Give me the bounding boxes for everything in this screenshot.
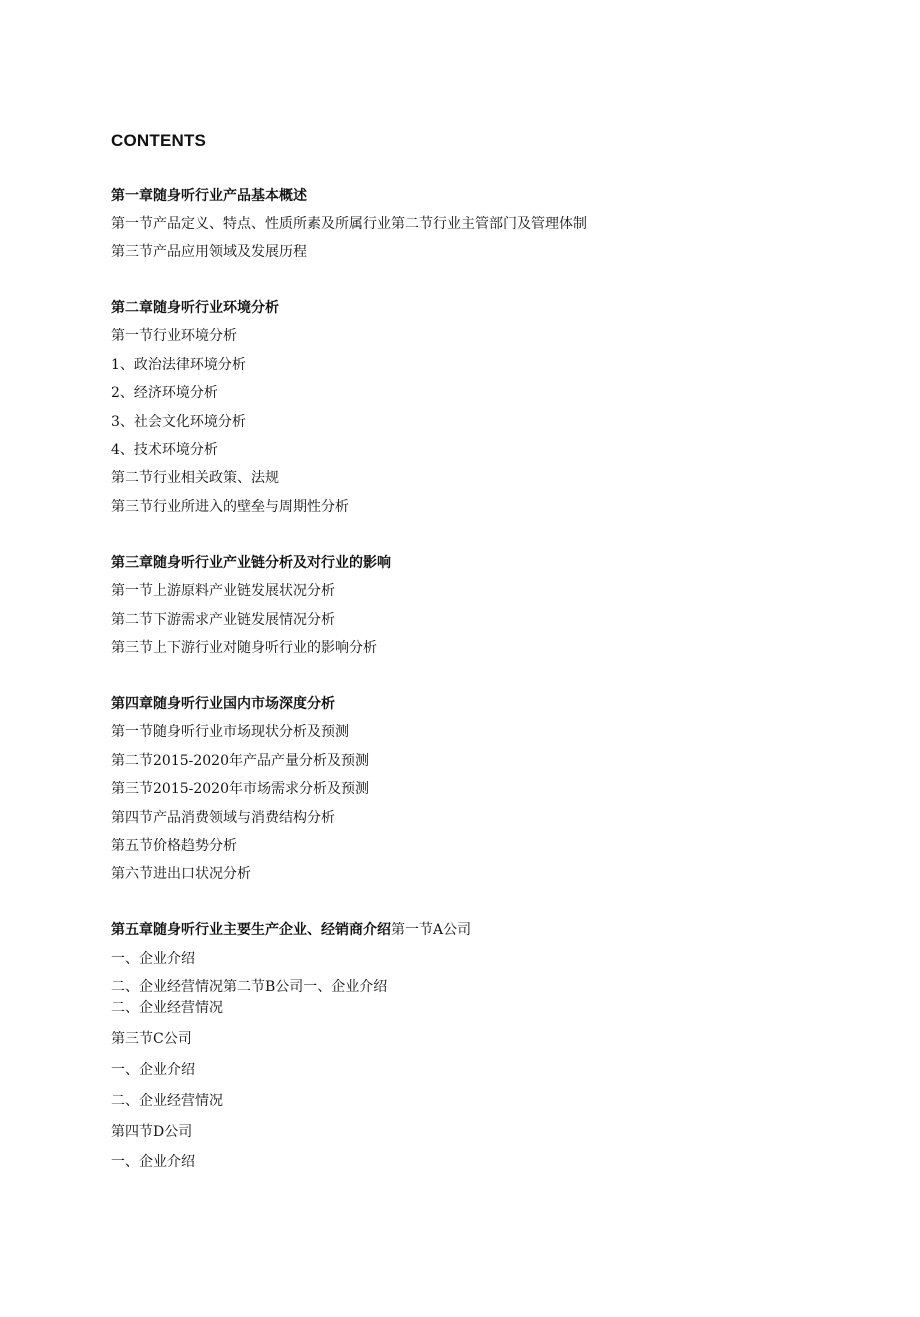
toc-entry: 二、企业经营情况 [111, 1093, 223, 1109]
toc-entry: 二、企业经营情况 [111, 1000, 223, 1016]
toc-entry: 第五节价格趋势分析 [111, 838, 237, 854]
contents-title: CONTENTS [111, 131, 207, 150]
toc-entry: 第四节产品消费领域与消费结构分析 [111, 810, 335, 826]
toc-entry: 3、社会文化环境分析 [111, 414, 246, 430]
chapter-heading: 第一章随身听行业产品基本概述 [111, 188, 307, 204]
toc-entry: 二、企业经营情况第二节B公司一、企业介绍 [111, 979, 388, 995]
toc-entry: 第三节行业所进入的壁垒与周期性分析 [111, 499, 349, 515]
chapter-heading: 第四章随身听行业国内市场深度分析 [111, 696, 335, 712]
toc-entry: 第三节2015-2020年市场需求分析及预测 [111, 781, 369, 797]
toc-entry: 4、技术环境分析 [111, 442, 218, 458]
toc-entry: 一、企业介绍 [111, 1062, 195, 1078]
toc-entry: 第一节上游原料产业链发展状况分析 [111, 583, 335, 599]
chapter-heading: 第五章随身听行业主要生产企业、经销商介绍 [111, 922, 391, 938]
toc-entry: 第一节A公司 [391, 922, 472, 938]
toc-entry: 1、政治法律环境分析 [111, 357, 246, 373]
chapter-heading: 第三章随身听行业产业链分析及对行业的影响 [111, 555, 391, 571]
toc-entry: 第一节随身听行业市场现状分析及预测 [111, 724, 349, 740]
toc-entry: 第二节2015-2020年产品产量分析及预测 [111, 753, 369, 769]
chapter-heading-row [111, 921, 471, 939]
toc-entry: 第六节进出口状况分析 [111, 866, 251, 882]
toc-entry: 第四节D公司 [111, 1124, 193, 1140]
toc-entry: 一、企业介绍 [111, 951, 195, 967]
toc-entry: 第三节产品应用领域及发展历程 [111, 244, 307, 260]
toc-entry: 第二节行业相关政策、法规 [111, 470, 279, 486]
toc-entry: 第一节产品定义、特点、性质所素及所属行业第二节行业主管部门及管理体制 [111, 216, 587, 232]
chapter-heading: 第二章随身听行业环境分析 [111, 300, 279, 316]
toc-entry: 第一节行业环境分析 [111, 328, 237, 344]
toc-entry: 2、经济环境分析 [111, 385, 218, 401]
toc-entry: 第二节下游需求产业链发展情况分析 [111, 612, 335, 628]
toc-entry: 一、企业介绍 [111, 1154, 195, 1170]
toc-entry: 第三节上下游行业对随身听行业的影响分析 [111, 640, 377, 656]
toc-entry: 第三节C公司 [111, 1031, 192, 1047]
